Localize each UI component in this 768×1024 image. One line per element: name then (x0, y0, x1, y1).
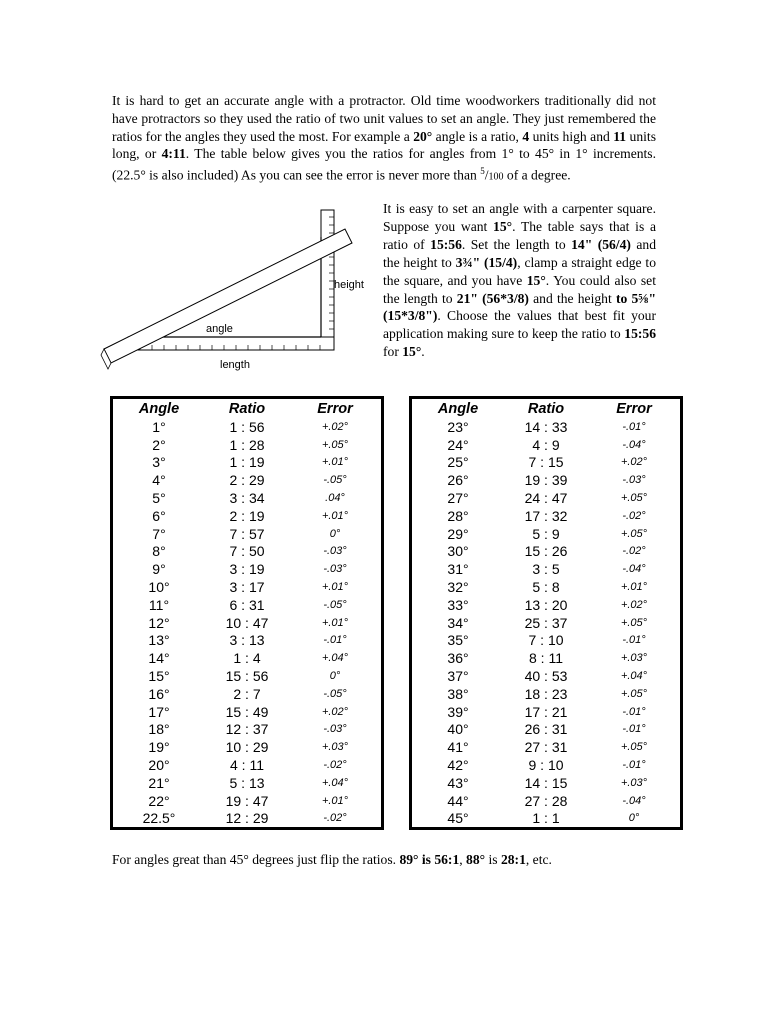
error-cell: +.04° (620, 669, 648, 682)
ratio-cell: 27 : 31 (524, 739, 568, 756)
error-cell: -.02° (622, 545, 646, 558)
error-cell: +.05° (620, 616, 648, 629)
error-cell: -.02° (622, 509, 646, 522)
angle-cell: 14° (148, 650, 170, 667)
table-row (113, 526, 381, 544)
intro-bold-20deg: 20° (413, 128, 433, 144)
ratio-cell: 5 : 8 (532, 578, 560, 595)
error-cell: +.04° (321, 776, 349, 789)
table-row (412, 810, 680, 828)
angle-cell: 40° (447, 721, 469, 738)
angle-cell: 39° (447, 703, 469, 720)
angle-cell: 30° (447, 543, 469, 560)
table-row (113, 454, 381, 472)
carpenter-square-diagram (100, 205, 375, 380)
error-cell: +.05° (620, 687, 648, 700)
ratio-cell: 1 : 4 (233, 650, 261, 667)
error-cell: +.02° (620, 456, 648, 469)
angle-cell: 41° (447, 739, 469, 756)
ratio-cell: 8 : 11 (529, 650, 563, 667)
intro-text-1: It is hard to get an accurate angle with a protractor. Old time woodworkers traditionally did not have protractors so they used the ratio of two unit values to set an angle. They just remembered the ratios for the angles they used the most. For example a (112, 93, 656, 144)
error-cell: +.01° (620, 580, 648, 593)
angle-cell: 22.5° (142, 810, 176, 827)
angle-cell: 21° (148, 774, 170, 791)
table-row (412, 526, 680, 544)
ratio-table-right (409, 396, 683, 830)
ratio-cell: 24 : 47 (524, 489, 568, 506)
error-cell: +.02° (620, 598, 648, 611)
table-body-right (412, 419, 680, 828)
intro-text-4: units long, or (112, 128, 656, 162)
ratio-cell: 26 : 31 (524, 721, 568, 738)
ratio-cell: 17 : 21 (524, 703, 568, 720)
ratio-cell: 3 : 5 (532, 561, 560, 578)
table-row (412, 632, 680, 650)
ratio-cell: 7 : 50 (229, 543, 265, 560)
angle-cell: 22° (148, 792, 170, 809)
intro-text-5: . The table below gives you the ratios for angles from 1° to 45° in 1° increments. (22.5° is also included) As you can see the error is never more than (112, 146, 656, 183)
fraction-slash: / (484, 167, 489, 183)
table-row (113, 650, 381, 668)
intro-text-6: of a degree. (503, 167, 571, 183)
table-header-row (113, 401, 381, 419)
table-row (113, 793, 381, 811)
error-cell: -.01° (622, 723, 646, 736)
angle-cell: 26° (447, 472, 469, 489)
rp-bold-8: 15:56 (624, 326, 656, 342)
angle-cell: 33° (447, 596, 469, 613)
angle-cell: 23° (447, 418, 469, 435)
footer-bold-88: 88° (466, 852, 486, 867)
error-cell: +.01° (321, 580, 349, 593)
error-cell: -.04° (622, 794, 646, 807)
error-cell: -.03° (323, 723, 347, 736)
footer-bold-28-1: 28:1 (500, 852, 526, 867)
error-cell: +.05° (620, 491, 648, 504)
rp-bold-4: 3¾" (15/4) (455, 254, 518, 270)
table-row (412, 757, 680, 775)
ratio-cell: 19 : 47 (225, 792, 269, 809)
ratio-cell: 10 : 29 (225, 739, 269, 756)
angle-cell: 13° (148, 632, 170, 649)
table-row (412, 543, 680, 561)
ratio-cell: 7 : 10 (528, 632, 564, 649)
table-row (113, 419, 381, 437)
angle-cell: 15° (148, 667, 170, 684)
fraction-numerator: 5 (480, 166, 485, 177)
table-row (113, 561, 381, 579)
angle-cell: 29° (447, 525, 469, 542)
table-row (412, 419, 680, 437)
ratio-cell: 2 : 29 (229, 472, 265, 489)
error-cell: 0° (628, 812, 640, 825)
header-angle: Angle (138, 401, 180, 417)
table-row (113, 490, 381, 508)
ratio-cell: 14 : 33 (524, 418, 568, 435)
ratio-cell: 5 : 13 (229, 774, 265, 791)
table-row (113, 757, 381, 775)
table-row (113, 472, 381, 490)
ratio-cell: 1 : 56 (229, 418, 265, 435)
rp-bold-2: 15:56 (430, 236, 462, 252)
footer-text-2: , (459, 852, 467, 867)
error-cell: +.05° (321, 438, 349, 451)
table-row (113, 810, 381, 828)
angle-cell: 11° (148, 596, 170, 613)
angle-cell: 7° (152, 525, 166, 542)
angle-cell: 32° (447, 578, 469, 595)
ratio-table-left (110, 396, 384, 830)
ratio-cell: 15 : 56 (225, 667, 269, 684)
error-cell: +.05° (620, 527, 648, 540)
table-row (412, 437, 680, 455)
angle-cell: 4° (152, 472, 166, 489)
table-row (113, 668, 381, 686)
error-cell: +.01° (321, 509, 349, 522)
error-cell: +.03° (620, 652, 648, 665)
intro-paragraph (112, 92, 656, 187)
ratio-cell: 9 : 10 (528, 756, 564, 773)
rp-text-5: , clamp a straight edge to the square, and you have (383, 254, 656, 288)
header-angle: Angle (437, 401, 479, 417)
table-row (412, 650, 680, 668)
ratio-cell: 2 : 7 (233, 685, 261, 702)
ratio-cell: 3 : 17 (229, 578, 265, 595)
footer-text-4: , etc. (525, 852, 552, 867)
rp-text-2: . The table says that is a ratio of (383, 218, 656, 252)
error-cell: -.02° (323, 758, 347, 771)
angle-cell: 10° (148, 578, 170, 595)
ratio-cell: 14 : 15 (524, 774, 568, 791)
footer-bold-89: 89° (399, 852, 419, 867)
error-cell: -.04° (622, 438, 646, 451)
ratio-cell: 7 : 57 (229, 525, 265, 542)
table-row (113, 579, 381, 597)
header-ratio: Ratio (228, 401, 266, 417)
ratio-cell: 15 : 49 (225, 703, 269, 720)
table-row (412, 472, 680, 490)
error-cell: -.01° (622, 420, 646, 433)
angle-cell: 43° (447, 774, 469, 791)
ratio-cell: 27 : 28 (524, 792, 568, 809)
table-row (412, 793, 680, 811)
angle-cell: 45° (447, 810, 469, 827)
intro-text-2: angle is a ratio, (432, 128, 523, 144)
table-row (412, 615, 680, 633)
error-cell: .04° (325, 491, 345, 504)
table-row (113, 739, 381, 757)
ratio-cell: 3 : 19 (229, 561, 265, 578)
angle-cell: 8° (152, 543, 166, 560)
angle-cell: 17° (148, 703, 170, 720)
error-cell: +.02° (321, 705, 349, 718)
ratio-cell: 10 : 47 (225, 614, 269, 631)
table-header-row (412, 401, 680, 419)
error-cell: +.01° (321, 456, 349, 469)
table-row (113, 704, 381, 722)
angle-cell: 44° (447, 792, 469, 809)
error-cell: -.02° (323, 812, 347, 825)
table-body-left (113, 419, 381, 828)
ratio-cell: 12 : 37 (225, 721, 269, 738)
ratio-cell: 17 : 32 (524, 507, 568, 524)
ratio-cell: 6 : 31 (229, 596, 265, 613)
angle-cell: 25° (447, 454, 469, 471)
angle-cell: 24° (447, 436, 469, 453)
rp-bold-9: 15° (402, 344, 422, 360)
table-row (412, 739, 680, 757)
intro-bold-4: 4 (522, 128, 530, 144)
ratio-cell: 7 : 15 (528, 454, 564, 471)
table-row (412, 561, 680, 579)
ratio-cell: 12 : 29 (225, 810, 269, 827)
rp-text-4: and the height to (383, 236, 657, 270)
table-row (113, 615, 381, 633)
angle-cell: 31° (447, 561, 469, 578)
table-row (113, 632, 381, 650)
error-cell: -.03° (323, 545, 347, 558)
ratio-cell: 5 : 9 (532, 525, 560, 542)
table-row (113, 686, 381, 704)
rp-text-10: . (421, 344, 425, 360)
error-cell: -.01° (622, 758, 646, 771)
error-cell: +.03° (620, 776, 648, 789)
error-cell: -.01° (323, 634, 347, 647)
angle-cell: 38° (447, 685, 469, 702)
angle-cell: 18° (148, 721, 170, 738)
angle-cell: 34° (447, 614, 469, 631)
angle-cell: 3° (152, 454, 166, 471)
header-error: Error (616, 401, 652, 417)
table-row (412, 490, 680, 508)
table-row (412, 597, 680, 615)
table-row (412, 704, 680, 722)
error-cell: +.01° (321, 794, 349, 807)
table-row (113, 597, 381, 615)
angle-cell: 35° (447, 632, 469, 649)
angle-cell: 16° (148, 685, 170, 702)
intro-bold-11: 11 (613, 128, 627, 144)
error-cell: 0° (329, 669, 341, 682)
ratio-cell: 19 : 39 (524, 472, 568, 489)
error-cell: +.03° (321, 741, 349, 754)
footer-note (112, 851, 656, 869)
ratio-cell: 1 : 28 (229, 436, 265, 453)
error-cell: +.04° (321, 652, 349, 665)
angle-cell: 27° (447, 489, 469, 506)
angle-cell: 36° (447, 650, 469, 667)
rp-text-6: . You could also set the length to (383, 272, 656, 306)
table-row (412, 721, 680, 739)
error-cell: -.04° (622, 563, 646, 576)
angle-cell: 20° (148, 756, 170, 773)
ratio-cell: 4 : 11 (230, 756, 264, 773)
angle-cell: 42° (447, 756, 469, 773)
rp-text-8: . Choose the values that best fit your application making sure to keep the ratio to (383, 308, 656, 342)
rp-text-3: . Set the length to (461, 236, 572, 252)
table-row (113, 508, 381, 526)
error-cell: -.05° (323, 474, 347, 487)
angle-cell: 6° (152, 507, 166, 524)
error-cell: -.01° (622, 705, 646, 718)
length-label: length (220, 359, 250, 371)
error-cell: -.01° (622, 634, 646, 647)
table-row (412, 686, 680, 704)
table-row (412, 668, 680, 686)
rp-bold-1: 15° (493, 218, 513, 234)
rp-text-1: It is easy to set an angle with a carpenter square. Suppose you want (383, 201, 656, 234)
error-cell: -.05° (323, 687, 347, 700)
footer-bold-56-1: is 56:1 (418, 852, 460, 867)
rp-bold-6: 21" (56*3/8) (456, 290, 529, 306)
ratio-cell: 25 : 37 (524, 614, 568, 631)
rp-text-9: for (383, 344, 403, 360)
angle-cell: 5° (152, 489, 166, 506)
angle-cell: 19° (148, 739, 170, 756)
header-ratio: Ratio (527, 401, 565, 417)
footer-text-3: is (485, 852, 501, 867)
error-cell: -.03° (622, 474, 646, 487)
error-cell: +.05° (620, 741, 648, 754)
angle-cell: 2° (152, 436, 166, 453)
rp-bold-7: to 5⅝" (15*3/8") (383, 290, 656, 324)
carpenter-square-paragraph (383, 200, 656, 361)
table-row (412, 775, 680, 793)
table-row (113, 721, 381, 739)
ratio-cell: 40 : 53 (524, 667, 568, 684)
rp-bold-3: 14" (56/4) (571, 236, 631, 252)
height-label: height (334, 279, 364, 291)
intro-bold-ratio: 4:11 (161, 146, 186, 162)
angle-cell: 9° (152, 561, 166, 578)
angle-cell: 1° (152, 418, 166, 435)
ratio-cell: 3 : 34 (229, 489, 265, 506)
table-row (412, 508, 680, 526)
angle-cell: 37° (447, 667, 469, 684)
error-cell: -.03° (323, 563, 347, 576)
table-row (412, 579, 680, 597)
ratio-cell: 2 : 19 (229, 507, 265, 524)
fraction-denominator: 100 (488, 171, 504, 183)
table-row (113, 543, 381, 561)
footer-text-1: For angles great than 45° degrees just flip the ratios. (112, 852, 400, 867)
table-row (113, 775, 381, 793)
error-cell: 0° (329, 527, 341, 540)
rp-bold-5: 15° (526, 272, 546, 288)
ratio-cell: 1 : 19 (229, 454, 265, 471)
error-cell: +.02° (321, 420, 349, 433)
ratio-cell: 3 : 13 (229, 632, 265, 649)
angle-label: angle (206, 323, 233, 335)
table-row (113, 437, 381, 455)
angle-cell: 28° (447, 507, 469, 524)
intro-text-3: units high and (529, 128, 614, 144)
angle-cell: 12° (148, 614, 170, 631)
error-cell: +.01° (321, 616, 349, 629)
ratio-cell: 13 : 20 (524, 596, 568, 613)
rp-text-7: and the height (528, 290, 616, 306)
ratio-cell: 1 : 1 (532, 810, 560, 827)
table-row (412, 454, 680, 472)
header-error: Error (317, 401, 353, 417)
ratio-cell: 4 : 9 (532, 436, 560, 453)
error-cell: -.05° (323, 598, 347, 611)
ratio-cell: 15 : 26 (524, 543, 568, 560)
ratio-cell: 18 : 23 (524, 685, 568, 702)
